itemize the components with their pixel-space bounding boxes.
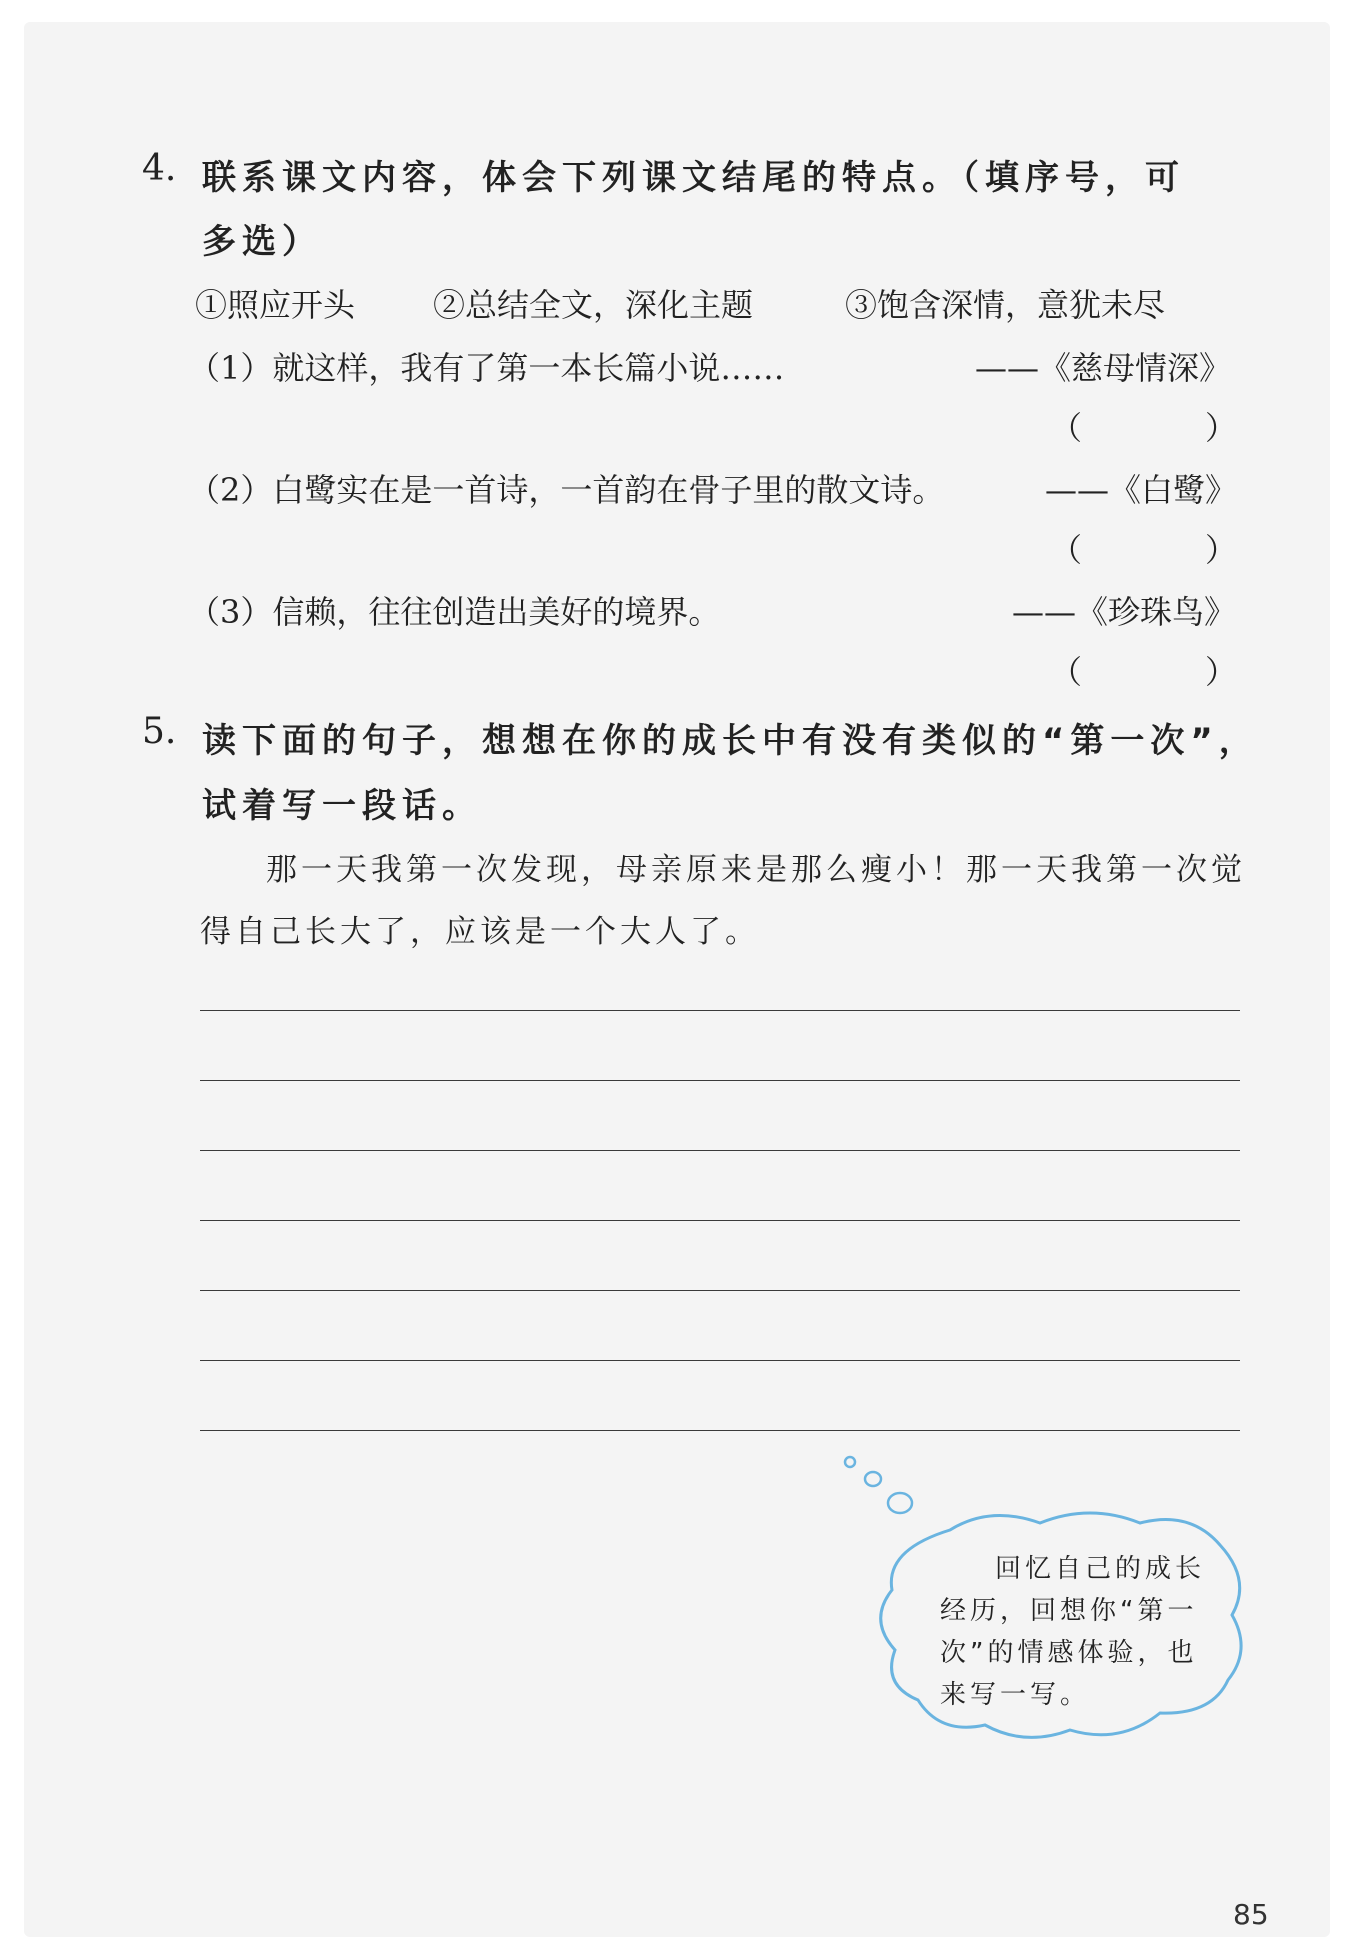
- writing-line-3[interactable]: [200, 1150, 1240, 1151]
- q4-item-1-source: ——《慈母情深》: [975, 349, 1232, 387]
- q4-item-2-answer-close: ）: [1205, 531, 1238, 569]
- thought-dot-small: [845, 1457, 855, 1467]
- q4-number: 4.: [142, 148, 177, 189]
- q5-prompt-line2: 试着写一段话。: [202, 786, 482, 826]
- writing-line-6[interactable]: [200, 1360, 1240, 1361]
- q4-item-3-answer-close: ）: [1205, 653, 1238, 691]
- q4-prompt-line2: 多选）: [202, 222, 322, 262]
- q5-example-line1: 那一天我第一次发现，母亲原来是那么瘦小！那一天我第一次觉: [266, 852, 1246, 888]
- q4-item-3-answer-open[interactable]: （: [1050, 653, 1083, 691]
- hint-line-3: 次”的情感体验，也: [940, 1638, 1198, 1668]
- q4-item-3-source: ——《珍珠鸟》: [1012, 593, 1237, 631]
- hint-line-2: 经历，回想你“第一: [940, 1596, 1198, 1626]
- q4-item-1-text: （1）就这样，我有了第一本长篇小说……: [188, 349, 785, 387]
- writing-line-4[interactable]: [200, 1220, 1240, 1221]
- q4-item-1-answer-close: ）: [1205, 409, 1238, 447]
- q4-item-1-answer-open[interactable]: （: [1050, 409, 1083, 447]
- writing-line-7[interactable]: [200, 1430, 1240, 1431]
- writing-line-1[interactable]: [200, 1010, 1240, 1011]
- q4-prompt-line1: 联系课文内容，体会下列课文结尾的特点。（填序号，可: [202, 158, 1185, 198]
- q4-item-2-source: ——《白鹭》: [1045, 471, 1238, 509]
- writing-line-5[interactable]: [200, 1290, 1240, 1291]
- q4-option-1: ①照应开头: [195, 286, 356, 324]
- q5-example-line2: 得自己长大了，应该是一个大人了。: [200, 914, 760, 950]
- page-number: 85: [1233, 1898, 1269, 1931]
- q4-option-2: ②总结全文，深化主题: [433, 286, 754, 324]
- thought-dot-medium: [865, 1472, 881, 1486]
- q5-number: 5.: [142, 711, 177, 752]
- q4-item-2-text: （2）白鹭实在是一首诗，一首韵在骨子里的散文诗。: [188, 471, 945, 509]
- hint-line-4: 来写一写。: [940, 1680, 1091, 1710]
- thought-dot-large: [888, 1493, 912, 1513]
- q4-option-3: ③饱含深情，意犹未尽: [845, 286, 1166, 324]
- q4-item-3-text: （3）信赖，往往创造出美好的境界。: [188, 593, 721, 631]
- hint-line-1: 回忆自己的成长: [995, 1554, 1206, 1584]
- writing-line-2[interactable]: [200, 1080, 1240, 1081]
- q4-item-2-answer-open[interactable]: （: [1050, 531, 1083, 569]
- q5-prompt-line1: 读下面的句子，想想在你的成长中有没有类似的“第一次”，: [202, 721, 1259, 761]
